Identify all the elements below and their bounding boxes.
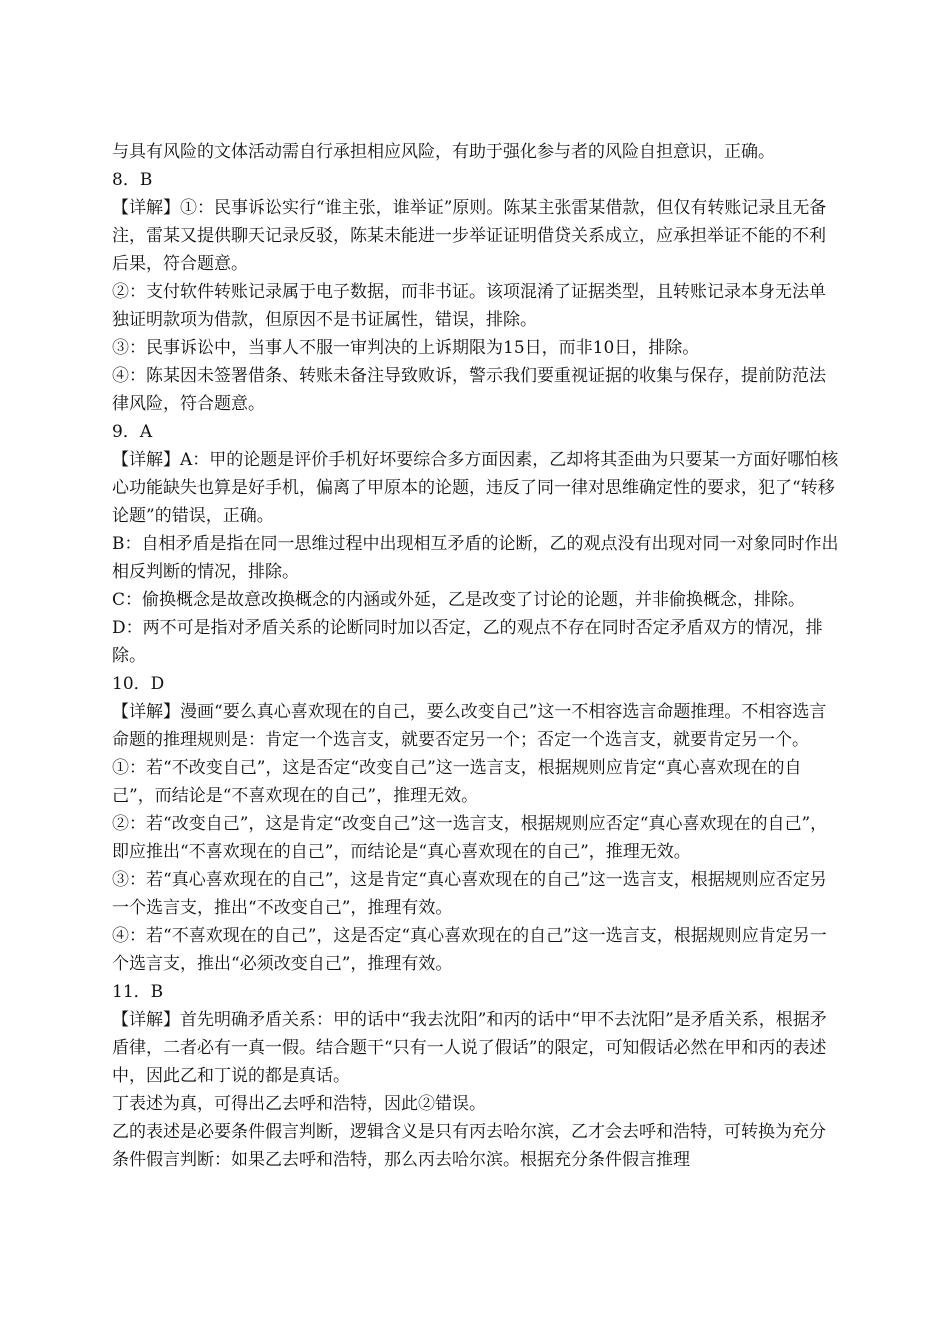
- paragraph: ②：支付软件转账记录属于电子数据，而非书证。该项混淆了证据类型，且转账记录本身无法单独证明款项为借款，但原因不是书证属性，错误，排除。: [112, 282, 826, 330]
- paragraph: ③：若“真心喜欢现在的自己”，这是肯定“真心喜欢现在的自己”这一选言支，根据规则应否定另一个选言支，推出“不改变自己”，推理有效。: [112, 870, 827, 918]
- paragraph: 乙的表述是必要条件假言判断，逻辑含义是只有丙去哈尔滨，乙才会去呼和浩特，可转换为充分条件假言判断：如果乙去呼和浩特，那么丙去哈尔滨。根据充分条件假言推理: [112, 1122, 826, 1170]
- paragraph: 【详解】①：民事诉讼实行“谁主张，谁举证”原则。陈某主张雷某借款，但仅有转账记录且无备注，雷某又提供聊天记录反驳，陈某未能进一步举证证明借贷关系成立，应承担举证不能的不利后果，符合题意。: [112, 198, 827, 274]
- answer-heading-8: 8．B: [112, 170, 153, 190]
- paragraph: ③：民事诉讼中，当事人不服一审判决的上诉期限为15日，而非10日，排除。: [112, 338, 700, 358]
- paragraph: ①：若“不改变自己”，这是否定“改变自己”这一选言支，根据规则应肯定“真心喜欢现在的自己”，而结论是“不喜欢现在的自己”，推理无效。: [112, 758, 802, 806]
- document-body: [112, 138, 842, 1174]
- paragraph: B：自相矛盾是指在同一思维过程中出现相互矛盾的论断，乙的观点没有出现对同一对象同时作出相反判断的情况，排除。: [112, 534, 839, 582]
- paragraph: C：偷换概念是故意改换概念的内涵或外延，乙是改变了讨论的论题，并非偷换概念，排除。: [112, 590, 806, 610]
- answer-heading-11: 11．B: [112, 982, 164, 1002]
- paragraph: ④：若“不喜欢现在的自己”，这是否定“真心喜欢现在的自己”这一选言支，根据规则应肯定另一个选言支，推出“必须改变自己”，推理有效。: [112, 926, 827, 974]
- paragraph: D：两不可是指对矛盾关系的论断同时加以否定，乙的观点不存在同时否定矛盾双方的情况，排除。: [112, 618, 823, 666]
- answer-heading-10: 10．D: [112, 674, 165, 694]
- answer-heading-9: 9．A: [112, 422, 153, 442]
- paragraph: 【详解】漫画“要么真心喜欢现在的自己，要么改变自己”这一不相容选言命题推理。不相容选言命题的推理规则是：肯定一个选言支，就要否定另一个；否定一个选言支，就要肯定另一个。: [112, 702, 827, 750]
- paragraph: 与具有风险的文体活动需自行承担相应风险，有助于强化参与者的风险自担意识，正确。: [112, 142, 775, 162]
- paragraph: 丁表述为真，可得出乙去呼和浩特，因此②错误。: [112, 1094, 486, 1114]
- paragraph: ④：陈某因未签署借条、转账未备注导致败诉，警示我们要重视证据的收集与保存，提前防范法律风险，符合题意。: [112, 366, 826, 414]
- paragraph: 【详解】首先明确矛盾关系：甲的话中“我去沈阳”和丙的话中“甲不去沈阳”是矛盾关系，根据矛盾律，二者必有一真一假。结合题干“只有一人说了假话”的限定，可知假话必然在甲和丙的表述中，因此乙和丁说的都是真话。: [112, 1010, 827, 1086]
- paragraph: ②：若“改变自己”，这是肯定“改变自己”这一选言支，根据规则应否定“真心喜欢现在的自己”，即应推出“不喜欢现在的自己”，而结论是“真心喜欢现在的自己”，推理无效。: [112, 814, 828, 862]
- paragraph: 【详解】A：甲的论题是评价手机好坏要综合多方面因素，乙却将其歪曲为只要某一方面好哪怕核心功能缺失也算是好手机，偏离了甲原本的论题，违反了同一律对思维确定性的要求，犯了“转移论题”的错误，正确。: [112, 450, 839, 526]
